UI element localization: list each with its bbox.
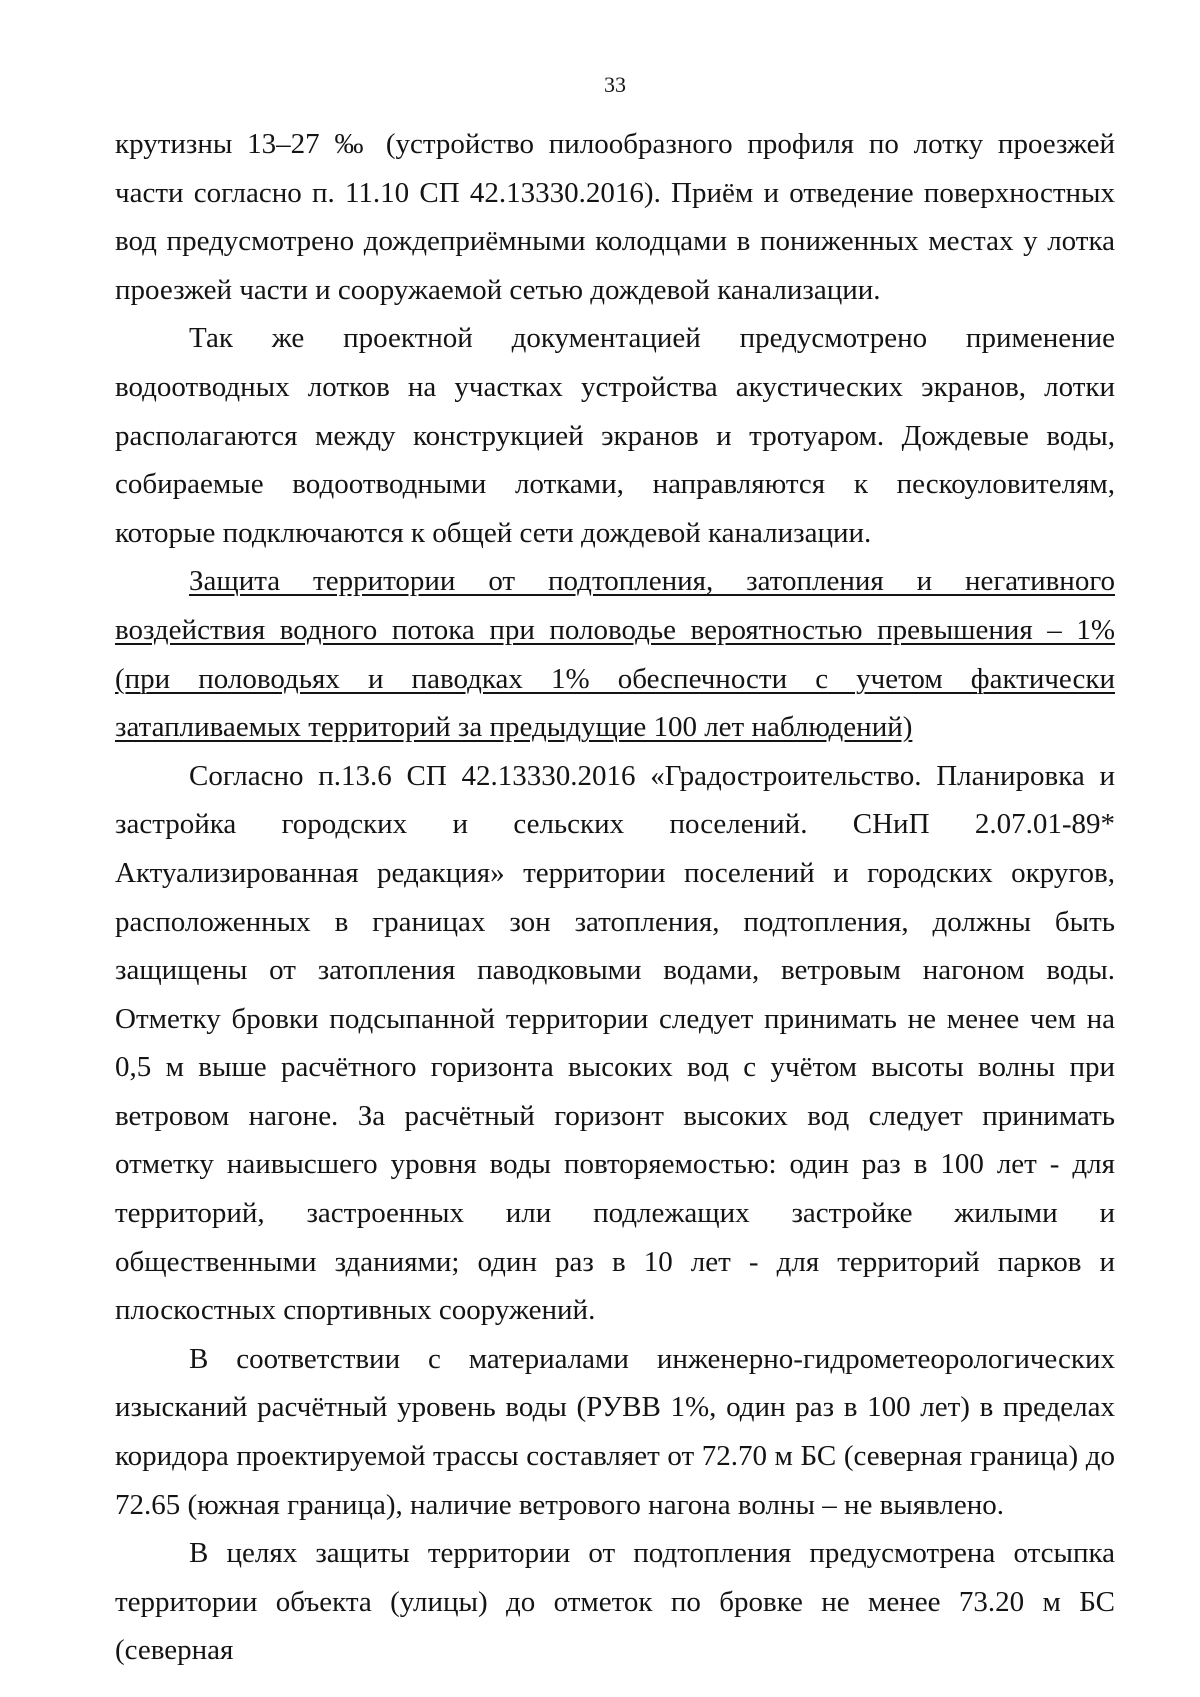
page-number: 33 [604, 72, 626, 97]
paragraph-regulation: Согласно п.13.6 СП 42.13330.2016 «Градостроительство. Планировка и застройка городских и сельских поселений. СНиП 2.07.01-89* Актуализированная редакция» территории поселений и городских округов, расположенных в границах зон затопления, подтопления, должны быть защищены от затопления паводковыми водами, ветровым нагоном воды. Отметку бровки подсыпанной территории следует принимать не менее чем на 0,5 м выше расчётного горизонта высоких вод с учётом высоты волны при ветровом нагоне. За расчётный горизонт высоких вод следует принимать отметку наивысшего уровня воды повторяемостью: один раз в 100 лет - для территорий, застроенных или подлежащих застройке жилыми и общественными зданиями; один раз в 10 лет - для территорий парков и плоскостных спортивных сооружений. [115, 759, 1115, 1327]
section-heading-flood-protection: Защита территории от подтопления, затопления и негативного воздействия водного потока при половодье вероятностью превышения – 1% (при половодьях и паводках 1% обеспечности с учетом фактически затапливаемых территорий за предыдущие 100 лет наблюдений) [115, 565, 1115, 744]
paragraph-continuation: крутизны 13–27 ‰ (устройство пилообразного профиля по лотку проезжей части согласно п. 11.10 СП 42.13330.2016). Приём и отведение поверхностных вод предусмотрено дождеприёмными колодцами в пониженных местах у лотка проезжей части и сооружаемой сетью дождевой канализации. [115, 128, 1115, 306]
document-body [115, 120, 1115, 1675]
paragraph-survey-data: В соответствии с материалами инженерно-гидрометеорологических изысканий расчётный уровень воды (РУВВ 1%, один раз в 100 лет) в пределах коридора проектируемой трассы составляет от 72.70 м БС (северная граница) до 72.65 (южная граница), наличие ветрового нагона волны – не выявлено. [115, 1342, 1115, 1521]
paragraph-drainage-trays: Так же проектной документацией предусмотрено применение водоотводных лотков на участках устройства акустических экранов, лотки располагаются между конструкцией экранов и тротуаром. Дождевые воды, собираемые водоотводными лотками, направляются к пескоуловителям, которые подключаются к общей сети дождевой канализации. [115, 322, 1115, 549]
paragraph-protection-measures: В целях защиты территории от подтопления предусмотрена отсыпка территории объекта (улицы) до отметок по бровке не менее 73.20 м БС (северная [115, 1537, 1115, 1667]
